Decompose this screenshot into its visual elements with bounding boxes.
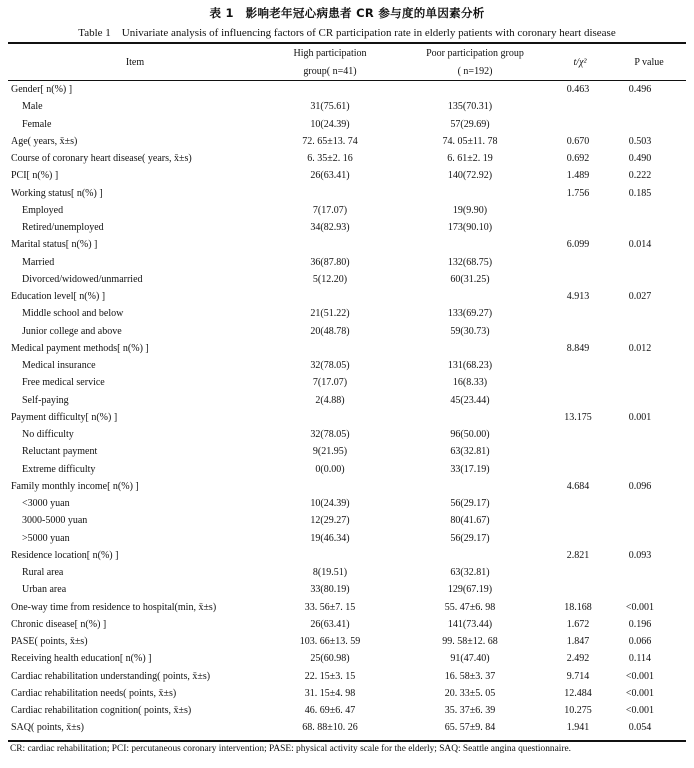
row-item-label: Education level[ n(%) ] <box>11 291 106 302</box>
row-high-group-value: 8(19.51) <box>312 567 348 578</box>
table-footnote: CR: cardiac rehabilitation; PCI: percutaneous coronary intervention; PASE: physical activity scale for the elderly; SAQ: Seattle angina questionnaire. <box>10 744 571 754</box>
table-row <box>8 271 686 288</box>
row-test-statistic: 18.168 <box>564 601 592 613</box>
row-p-value: 0.027 <box>628 291 652 302</box>
row-item-label: Middle school and below <box>22 308 124 320</box>
header-high-line2: group( n=41) <box>303 66 357 77</box>
table-row <box>8 167 686 184</box>
row-item-label: One-way time from residence to hospital(min, x̄±s) <box>11 601 217 613</box>
row-item-label: Retired/unemployed <box>22 222 104 233</box>
row-test-statistic: 6.099 <box>566 239 590 251</box>
row-test-statistic: 12.484 <box>564 687 592 699</box>
row-test-statistic: 1.941 <box>566 722 590 734</box>
row-test-statistic: 0.692 <box>566 153 590 164</box>
row-high-group-value: 2(4.88) <box>315 394 345 406</box>
row-test-statistic: 4.913 <box>566 291 590 302</box>
row-high-group-value: 46. 69±6. 47 <box>304 705 356 716</box>
table-row <box>8 530 686 547</box>
table-row <box>8 495 686 512</box>
row-item-label: Residence location[ n(%) ] <box>11 549 119 561</box>
row-poor-group-value: 133(69.27) <box>447 308 493 320</box>
bottom-rule <box>8 740 686 742</box>
table-row <box>8 81 686 98</box>
row-high-group-value: 31. 15±4. 98 <box>304 687 356 699</box>
row-item-label: <3000 yuan <box>22 498 70 509</box>
row-high-group-value: 20(48.78) <box>310 325 350 337</box>
row-p-value: 0.093 <box>628 549 652 561</box>
row-item-label: Self-paying <box>22 394 69 406</box>
row-p-value: <0.001 <box>625 687 655 699</box>
row-test-statistic: 1.847 <box>566 636 590 647</box>
table-row <box>8 357 686 374</box>
row-test-statistic: 10.275 <box>564 705 592 716</box>
row-item-label: PASE( points, x̄±s) <box>11 636 88 647</box>
table-row <box>8 236 686 253</box>
row-poor-group-value: 57(29.69) <box>450 118 490 130</box>
table-row <box>8 633 686 650</box>
row-item-label: Gender[ n(%) ] <box>11 84 73 95</box>
row-item-label: Married <box>22 256 55 268</box>
header-item: Item <box>125 57 145 68</box>
row-high-group-value: 26(63.41) <box>310 618 350 630</box>
row-poor-group-value: 33(17.19) <box>450 463 490 475</box>
row-item-label: Male <box>22 101 43 113</box>
row-poor-group-value: 16. 58±3. 37 <box>444 670 496 682</box>
row-item-label: SAQ( points, x̄±s) <box>11 722 84 734</box>
row-poor-group-value: 141(73.44) <box>447 618 493 630</box>
table-row <box>8 599 686 616</box>
row-high-group-value: 5(12.20) <box>312 273 348 285</box>
row-test-statistic: 8.849 <box>566 342 590 354</box>
row-test-statistic: 0.463 <box>566 84 590 95</box>
row-item-label: PCI[ n(%) ] <box>11 170 59 182</box>
row-test-statistic: 0.670 <box>566 135 590 147</box>
row-p-value: <0.001 <box>625 601 655 613</box>
row-poor-group-value: 129(67.19) <box>447 584 493 596</box>
table-row <box>8 702 686 719</box>
row-poor-group-value: 56(29.17) <box>450 498 490 509</box>
row-poor-group-value: 65. 57±9. 84 <box>444 722 496 734</box>
row-item-label: Family monthly income[ n(%) ] <box>11 480 139 492</box>
row-test-statistic: 9.714 <box>566 670 590 682</box>
row-poor-group-value: 19(9.90) <box>452 204 488 216</box>
row-high-group-value: 7(17.07) <box>312 204 348 216</box>
row-poor-group-value: 16(8.33) <box>452 377 488 389</box>
row-item-label: Cardiac rehabilitation cognition( points, x̄±s) <box>11 705 192 716</box>
row-item-label: >5000 yuan <box>22 532 70 544</box>
table-row <box>8 581 686 598</box>
row-poor-group-value: 135(70.31) <box>447 101 493 113</box>
row-poor-group-value: 132(68.75) <box>447 256 493 268</box>
row-poor-group-value: 131(68.23) <box>447 360 493 371</box>
row-test-statistic: 2.821 <box>566 549 590 561</box>
row-high-group-value: 9(21.95) <box>312 446 348 458</box>
table-row <box>8 374 686 391</box>
table-row <box>8 323 686 340</box>
row-item-label: Working status[ n(%) ] <box>11 187 103 199</box>
row-p-value: 0.066 <box>628 636 652 647</box>
row-poor-group-value: 35. 37±6. 39 <box>444 705 496 716</box>
row-item-label: Urban area <box>22 584 67 596</box>
row-p-value: 0.490 <box>628 153 652 164</box>
row-p-value: 0.496 <box>628 84 652 95</box>
table-row <box>8 461 686 478</box>
row-high-group-value: 25(60.98) <box>310 653 350 665</box>
row-poor-group-value: 59(30.73) <box>450 325 490 337</box>
row-test-statistic: 1.756 <box>566 187 590 199</box>
row-item-label: Cardiac rehabilitation understanding( points, x̄±s) <box>11 670 211 682</box>
row-p-value: 0.503 <box>628 135 652 147</box>
row-high-group-value: 0(0.00) <box>315 463 345 475</box>
row-poor-group-value: 63(32.81) <box>450 567 490 578</box>
row-item-label: Cardiac rehabilitation needs( points, x̄±s) <box>11 687 177 699</box>
row-high-group-value: 22. 15±3. 15 <box>304 670 356 682</box>
table-title-english: Table 1 Univariate analysis of influencing factors of CR participation rate in elderly patients with coronary heart disease <box>78 27 616 39</box>
row-item-label: Chronic disease[ n(%) ] <box>11 618 107 630</box>
row-high-group-value: 34(82.93) <box>310 222 350 233</box>
row-high-group-value: 103. 66±13. 59 <box>299 636 361 647</box>
row-p-value: 0.114 <box>628 653 652 665</box>
row-high-group-value: 72. 65±13. 74 <box>302 135 358 147</box>
row-item-label: Medical payment methods[ n(%) ] <box>11 342 149 354</box>
header-stat: t/χ² <box>573 57 587 68</box>
row-test-statistic: 2.492 <box>566 653 590 665</box>
table-row <box>8 685 686 702</box>
table-row <box>8 133 686 150</box>
row-poor-group-value: 99. 58±12. 68 <box>442 636 498 647</box>
row-high-group-value: 10(24.39) <box>310 118 350 130</box>
table-row <box>8 219 686 236</box>
header-high-line1: High participation <box>293 48 367 59</box>
table-row <box>8 392 686 409</box>
row-poor-group-value: 56(29.17) <box>450 532 490 544</box>
row-item-label: No difficulty <box>22 429 74 440</box>
row-p-value: 0.185 <box>628 187 652 199</box>
row-item-label: Reluctant payment <box>22 446 98 458</box>
row-poor-group-value: 60(31.25) <box>450 273 490 285</box>
table-row <box>8 340 686 357</box>
row-item-label: Receiving health education[ n(%) ] <box>11 653 152 665</box>
row-item-label: Employed <box>22 204 64 216</box>
row-poor-group-value: 55. 47±6. 98 <box>444 601 496 613</box>
row-high-group-value: 21(51.22) <box>310 308 350 320</box>
row-poor-group-value: 96(50.00) <box>450 429 490 440</box>
row-poor-group-value: 91(47.40) <box>450 653 490 665</box>
row-poor-group-value: 63(32.81) <box>450 446 490 458</box>
row-p-value: <0.001 <box>625 705 655 716</box>
row-p-value: 0.001 <box>628 411 652 423</box>
table-row <box>8 185 686 202</box>
row-high-group-value: 36(87.80) <box>310 256 350 268</box>
row-item-label: Marital status[ n(%) ] <box>11 239 98 251</box>
row-high-group-value: 26(63.41) <box>310 170 350 182</box>
row-high-group-value: 6. 35±2. 16 <box>307 153 353 164</box>
row-poor-group-value: 20. 33±5. 05 <box>444 687 496 699</box>
table-row <box>8 668 686 685</box>
row-p-value: 0.196 <box>628 618 652 630</box>
row-item-label: Payment difficulty[ n(%) ] <box>11 411 118 423</box>
table-title-chinese: 表 1 影响老年冠心病患者 CR 参与度的单因素分析 <box>209 6 485 20</box>
row-p-value: 0.096 <box>628 480 652 492</box>
row-item-label: Age( years, x̄±s) <box>11 135 78 147</box>
table-row <box>8 426 686 443</box>
top-rule <box>8 42 686 44</box>
table-row <box>8 443 686 460</box>
header-p-value: P value <box>634 57 664 68</box>
row-high-group-value: 33(80.19) <box>310 584 350 596</box>
table-row <box>8 650 686 667</box>
row-poor-group-value: 45(23.44) <box>450 394 490 406</box>
row-p-value: 0.222 <box>628 170 652 182</box>
row-test-statistic: 1.489 <box>566 170 590 182</box>
table-row <box>8 719 686 736</box>
table-row <box>8 547 686 564</box>
table-row <box>8 564 686 581</box>
table-row <box>8 288 686 305</box>
row-p-value: 0.014 <box>628 239 652 251</box>
row-p-value: <0.001 <box>625 670 655 682</box>
row-item-label: Female <box>22 118 52 130</box>
table-row <box>8 478 686 495</box>
table-row <box>8 616 686 633</box>
row-high-group-value: 10(24.39) <box>310 498 350 509</box>
table-row <box>8 116 686 133</box>
row-poor-group-value: 6. 61±2. 19 <box>447 153 493 164</box>
row-item-label: Course of coronary heart disease( years, x̄±s) <box>11 153 192 164</box>
row-item-label: Medical insurance <box>22 360 96 371</box>
table-row <box>8 98 686 115</box>
row-p-value: 0.012 <box>628 342 652 354</box>
row-p-value: 0.054 <box>628 722 652 734</box>
table-row <box>8 512 686 529</box>
table-row <box>8 305 686 322</box>
row-test-statistic: 4.684 <box>566 480 590 492</box>
row-high-group-value: 33. 56±7. 15 <box>304 601 356 613</box>
row-item-label: Rural area <box>22 567 64 578</box>
row-high-group-value: 32(78.05) <box>310 429 350 440</box>
row-item-label: Free medical service <box>22 377 105 389</box>
header-poor-line2: ( n=192) <box>457 66 493 77</box>
row-high-group-value: 31(75.61) <box>310 101 350 113</box>
row-poor-group-value: 74. 05±11. 78 <box>442 135 498 147</box>
table-row <box>8 254 686 271</box>
table-row <box>8 409 686 426</box>
row-item-label: Extreme difficulty <box>22 463 96 475</box>
row-poor-group-value: 140(72.92) <box>447 170 493 182</box>
row-high-group-value: 68. 88±10. 26 <box>302 722 358 734</box>
table-row <box>8 202 686 219</box>
row-high-group-value: 32(78.05) <box>310 360 350 371</box>
row-item-label: Divorced/widowed/unmarried <box>22 273 143 285</box>
row-high-group-value: 7(17.07) <box>312 377 348 389</box>
row-high-group-value: 12(29.27) <box>310 515 350 527</box>
row-test-statistic: 1.672 <box>566 618 590 630</box>
row-poor-group-value: 173(90.10) <box>447 222 493 233</box>
row-item-label: 3000-5000 yuan <box>22 515 88 527</box>
header-poor-line1: Poor participation group <box>426 48 524 59</box>
row-test-statistic: 13.175 <box>564 411 592 423</box>
row-poor-group-value: 80(41.67) <box>450 515 490 527</box>
row-item-label: Junior college and above <box>22 325 122 337</box>
table-row <box>8 150 686 167</box>
row-high-group-value: 19(46.34) <box>310 532 350 544</box>
